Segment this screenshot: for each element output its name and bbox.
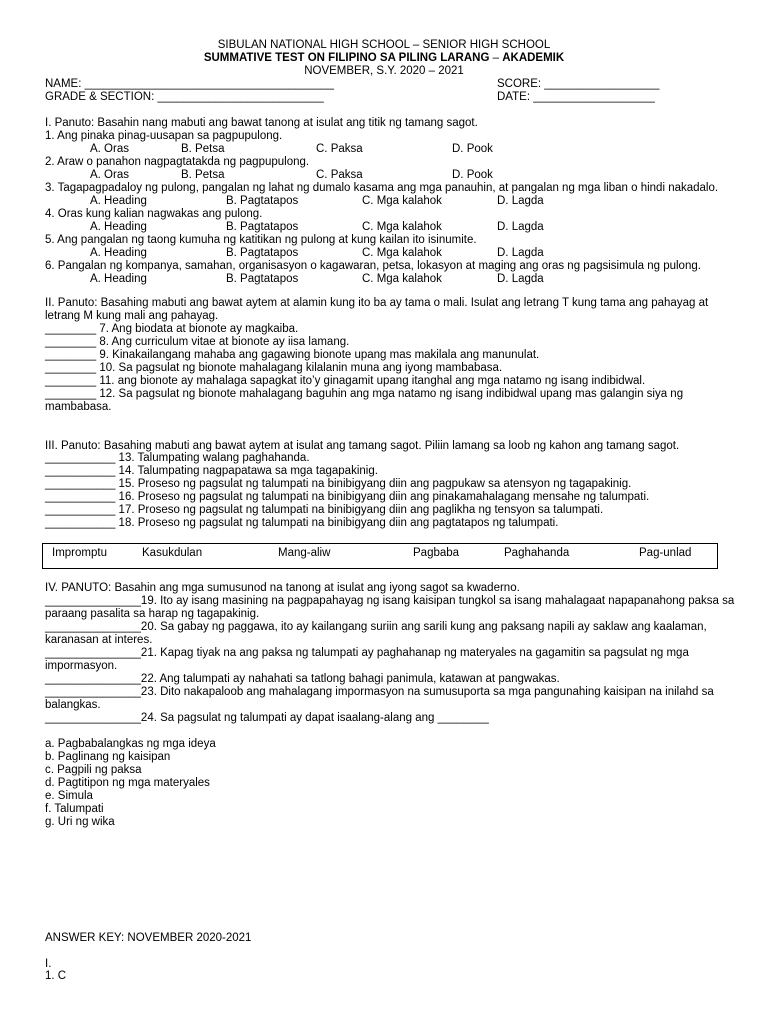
word-bank-item: Paghahanda: [504, 547, 570, 559]
answer-key-title: ANSWER KEY: NOVEMBER 2020-2021: [45, 932, 252, 944]
part1-q5-option-a: A. Heading: [90, 247, 147, 259]
part4-choice-g: g. Uri ng wika: [45, 816, 115, 828]
part1-q1-option-b: B. Petsa: [181, 143, 225, 155]
word-bank-item: Pag-unlad: [639, 547, 692, 559]
part2-instructions-line1: II. Panuto: Basahing mabuti ang bawat aytem at alamin kung ito ba ay tama o mali. Isulat ang letrang T kung tama ang pahayag at: [45, 297, 709, 309]
part3-item-17: ___________ 17. Proseso ng pagsulat ng talumpati na binibigyang diin ang paglikha ng tensyon sa talumpati.: [45, 504, 604, 516]
test-date: NOVEMBER, S.Y. 2020 – 2021: [304, 65, 464, 77]
part4-choice-f: f. Talumpati: [45, 803, 104, 815]
part4-choice-a: a. Pagbabalangkas ng mga ideya: [45, 738, 216, 750]
part4-item-21-line2: impormasyon.: [45, 660, 118, 672]
part3-instructions: III. Panuto: Basahing mabuti ang bawat aytem at isulat ang tamang sagot. Piliin lamang sa loob ng kahon ang tamang sagot.: [45, 440, 680, 452]
part1-q1-option-c: C. Paksa: [316, 143, 363, 155]
part4-item-19-line2: paraang pasalita sa harap ng tagapakinig.: [45, 608, 260, 620]
part1-q2-option-b: B. Petsa: [181, 169, 225, 181]
answer-key-section: I.: [45, 958, 52, 970]
part1-q4-option-d: D. Lagda: [497, 221, 544, 233]
score-field: SCORE: __________________: [497, 78, 660, 90]
part1-q5-option-c: C. Mga kalahok: [362, 247, 442, 259]
part4-item-19-line1: _______________19. Ito ay isang masining na pagpapahayag ng isang kaisipan tungkol sa isang mahalagaat napapanahong paksa sa: [45, 595, 735, 607]
test-title: SUMMATIVE TEST ON FILIPINO SA PILING LARANG – AKADEMIK: [203, 52, 565, 64]
part2-item-10: ________ 10. Sa pagsulat ng bionote mahalagang kilalanin muna ang iyong mambabasa.: [45, 362, 503, 374]
part1-q1-option-d: D. Pook: [452, 143, 493, 155]
part2-instructions-line2: letrang M kung mali ang pahayag.: [45, 310, 219, 322]
part1-instructions: I. Panuto: Basahin nang mabuti ang bawat tanong at isulat ang titik ng tamang sagot.: [45, 117, 478, 129]
part1-q5-option-b: B. Pagtatapos: [226, 247, 299, 259]
part1-q6-option-c: C. Mga kalahok: [362, 273, 442, 285]
part4-choice-e: e. Simula: [45, 790, 93, 802]
part2-item-8: ________ 8. Ang curriculum vitae at bionote ay iisa lamang.: [45, 336, 350, 348]
part4-item-23-line1: _______________23. Dito nakapaloob ang mahalagang impormasyon na sumusuporta sa mga pangunahing kaisipan na inilahd sa: [45, 686, 714, 698]
part1-q3-option-c: C. Mga kalahok: [362, 195, 442, 207]
part4-instructions: IV. PANUTO: Basahin ang mga sumusunod na tanong at isulat ang iyong sagot sa kwaderno.: [45, 582, 520, 594]
part1-q6: 6. Pangalan ng kompanya, samahan, organisasyon o kagawaran, petsa, lokasyon at maging ang oras ng pagsisimula ng pulong.: [45, 260, 701, 272]
part2-item-9: ________ 9. Kinakailangang mahaba ang gagawing bionote upang mas makilala ang manunulat.: [45, 349, 540, 361]
school-name: SIBULAN NATIONAL HIGH SCHOOL – SENIOR HIGH SCHOOL: [217, 39, 551, 51]
name-field: NAME: _______________________________________: [45, 78, 335, 90]
part3-item-13: ___________ 13. Talumpating walang paghahanda.: [45, 452, 310, 464]
part1-q2-option-a: A. Oras: [90, 169, 129, 181]
word-bank-box: [42, 543, 718, 569]
part1-q3-option-b: B. Pagtatapos: [226, 195, 299, 207]
part3-item-16: ___________ 16. Proseso ng pagsulat ng talumpati na binibigyang diin ang pinakamahalagang mensahe ng talumpati.: [45, 491, 650, 503]
part2-item-12-line1: ________ 12. Sa pagsulat ng bionote mahalagang baguhin ang mga natamo ng isang indibidwal upang mas galangin siya ng: [45, 388, 684, 400]
part1-q2-option-c: C. Paksa: [316, 169, 363, 181]
part4-choice-c: c. Pagpili ng paksa: [45, 764, 142, 776]
word-bank-item: Kasukdulan: [142, 547, 203, 559]
part1-q6-option-d: D. Lagda: [497, 273, 544, 285]
part2-item-11: ________ 11. ang bionote ay mahalaga sapagkat ito’y ginagamit upang itanghal ang mga natamo ng isang indibidwal.: [45, 375, 646, 387]
part1-q4-option-a: A. Heading: [90, 221, 147, 233]
part4-item-20-line2: karanasan at interes.: [45, 634, 153, 646]
part4-choice-d: d. Pagtitipon ng mga materyales: [45, 777, 210, 789]
part1-q4-option-b: B. Pagtatapos: [226, 221, 299, 233]
part1-q1-option-a: A. Oras: [90, 143, 129, 155]
part1-q6-option-b: B. Pagtatapos: [226, 273, 299, 285]
part1-q3: 3. Tagapagpadaloy ng pulong, pangalan ng lahat ng dumalo kasama ang mga panauhin, at pangalan ng mga liban o hindi nakadalo.: [45, 182, 719, 194]
part2-item-7: ________ 7. Ang biodata at bionote ay magkaiba.: [45, 323, 299, 335]
part4-choice-b: b. Paglinang ng kaisipan: [45, 751, 171, 763]
part1-q4-option-c: C. Mga kalahok: [362, 221, 442, 233]
part3-item-18: ___________ 18. Proseso ng pagsulat ng talumpati na binibigyang diin ang pagtatapos ng talumpati.: [45, 517, 559, 529]
word-bank-item: Impromptu: [52, 547, 107, 559]
answer-key-item: 1. C: [45, 970, 67, 982]
part4-item-23-line2: balangkas.: [45, 699, 101, 711]
part1-q3-option-a: A. Heading: [90, 195, 147, 207]
part3-item-14: ___________ 14. Talumpating nagpapatawa sa mga tagapakinig.: [45, 465, 378, 477]
part4-item-20-line1: _______________20. Sa gabay ng paggawa, ito ay kailangang suriin ang sarili kung ang paksang napili ay saklaw ang kaalaman,: [45, 621, 707, 633]
part2-item-12-line2: mambabasa.: [45, 401, 112, 413]
word-bank-item: Pagbaba: [413, 547, 460, 559]
part1-q2: 2. Araw o panahon nagpagtatakda ng pagpupulong.: [45, 156, 310, 168]
part1-q6-option-a: A. Heading: [90, 273, 147, 285]
part1-q1: 1. Ang pinaka pinag-uusapan sa pagpupulong.: [45, 130, 283, 142]
part4-item-22: _______________22. Ang talumpati ay nahahati sa tatlong bahagi panimula, katawan at pangwakas.: [45, 673, 560, 685]
part1-q5-option-d: D. Lagda: [497, 247, 544, 259]
part1-q2-option-d: D. Pook: [452, 169, 493, 181]
date-field: DATE: ___________________: [497, 91, 655, 103]
grade-section-field: GRADE & SECTION: __________________________: [45, 91, 324, 103]
part4-item-24: _______________24. Sa pagsulat ng talumpati ay dapat isaalang-alang ang ________: [45, 712, 489, 724]
part3-item-15: ___________ 15. Proseso ng pagsulat ng talumpati na binibigyang diin ang pagpukaw sa atensyon ng tagapakinig.: [45, 478, 632, 490]
word-bank-item: Mang-aliw: [278, 547, 331, 559]
part1-q5: 5. Ang pangalan ng taong kumuha ng katitikan ng pulong at kung kailan ito isinumite.: [45, 234, 477, 246]
part1-q4: 4. Oras kung kalian nagwakas ang pulong.: [45, 208, 263, 220]
part4-item-21-line1: _______________21. Kapag tiyak na ang paksa ng talumpati ay paghahanap ng materyales na gagamitin sa pagsulat ng mga: [45, 647, 689, 659]
part1-q3-option-d: D. Lagda: [497, 195, 544, 207]
